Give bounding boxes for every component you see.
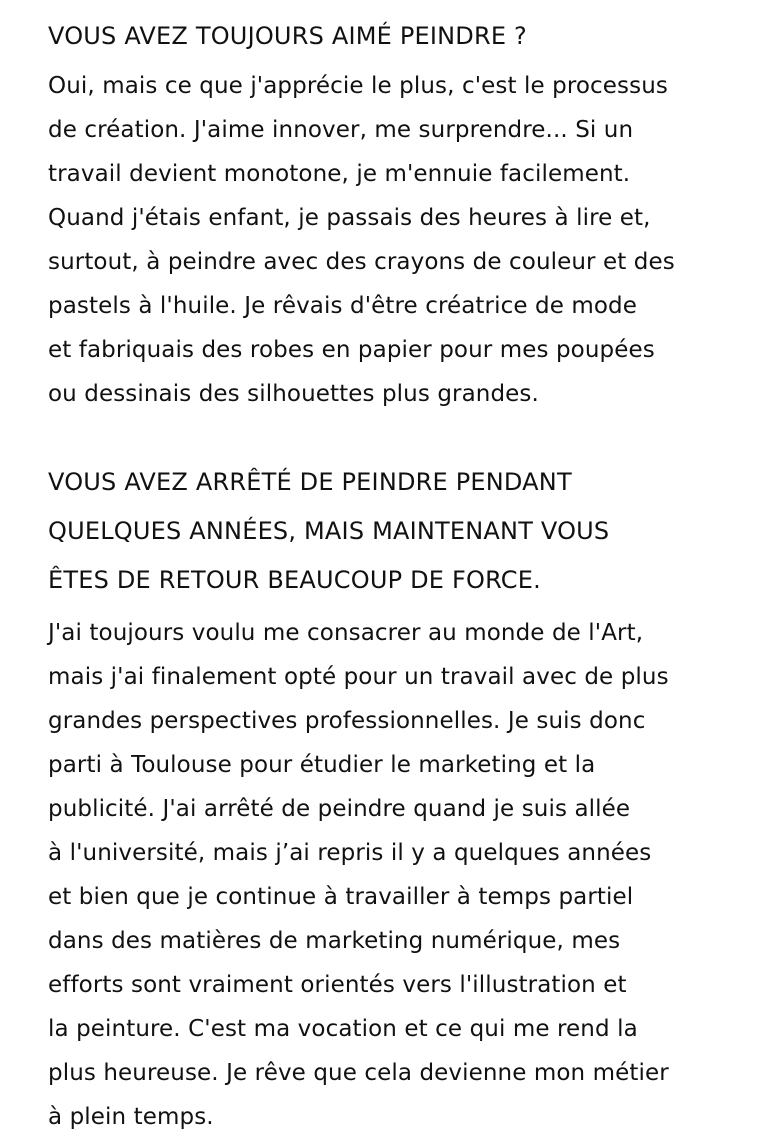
answer-line: mais j'ai finalement opté pour un travail avec de plus [48, 664, 669, 690]
question-line: QUELQUES ANNÉES, MAIS MAINTENANT VOUS [48, 517, 610, 545]
answer-line: efforts sont vraiment orientés vers l'illustration et [48, 972, 627, 998]
answer-line: parti à Toulouse pour étudier le marketing et la [48, 752, 596, 778]
answer-line: publicité. J'ai arrêté de peindre quand je suis allée [48, 796, 631, 822]
answer-line: surtout, à peindre avec des crayons de couleur et des [48, 249, 675, 275]
answer-paragraph [48, 64, 728, 416]
answer-line: Quand j'étais enfant, je passais des heures à lire et, [48, 205, 651, 231]
interview-section-2 [48, 458, 728, 1139]
answer-line: travail devient monotone, je m'ennuie facilement. [48, 161, 631, 187]
answer-line: et bien que je continue à travailler à temps partiel [48, 884, 634, 910]
question-heading [48, 458, 718, 605]
answer-line: J'ai toujours voulu me consacrer au monde de l'Art, [48, 620, 644, 646]
question-line: VOUS AVEZ ARRÊTÉ DE PEINDRE PENDANT [48, 468, 572, 496]
answer-paragraph [48, 611, 728, 1139]
answer-line: pastels à l'huile. Je rêvais d'être créatrice de mode [48, 293, 637, 319]
question-line: ÊTES DE RETOUR BEAUCOUP DE FORCE. [48, 566, 541, 594]
answer-line: Oui, mais ce que j'apprécie le plus, c'est le processus [48, 73, 668, 99]
answer-line: la peinture. C'est ma vocation et ce qui me rend la [48, 1016, 638, 1042]
answer-line: dans des matières de marketing numérique, mes [48, 928, 621, 954]
answer-line: de création. J'aime innover, me surprendre... Si un [48, 117, 634, 143]
answer-line: plus heureuse. Je rêve que cela devienne mon métier [48, 1060, 669, 1086]
answer-line: grandes perspectives professionnelles. Je suis donc [48, 708, 646, 734]
question-heading: VOUS AVEZ TOUJOURS AIMÉ PEINDRE ? [48, 22, 527, 50]
answer-line: et fabriquais des robes en papier pour mes poupées [48, 337, 655, 363]
answer-line: ou dessinais des silhouettes plus grandes. [48, 381, 539, 407]
interview-section-1 [48, 14, 728, 416]
answer-line: à l'université, mais j’ai repris il y a quelques années [48, 840, 652, 866]
answer-line: à plein temps. [48, 1104, 214, 1130]
